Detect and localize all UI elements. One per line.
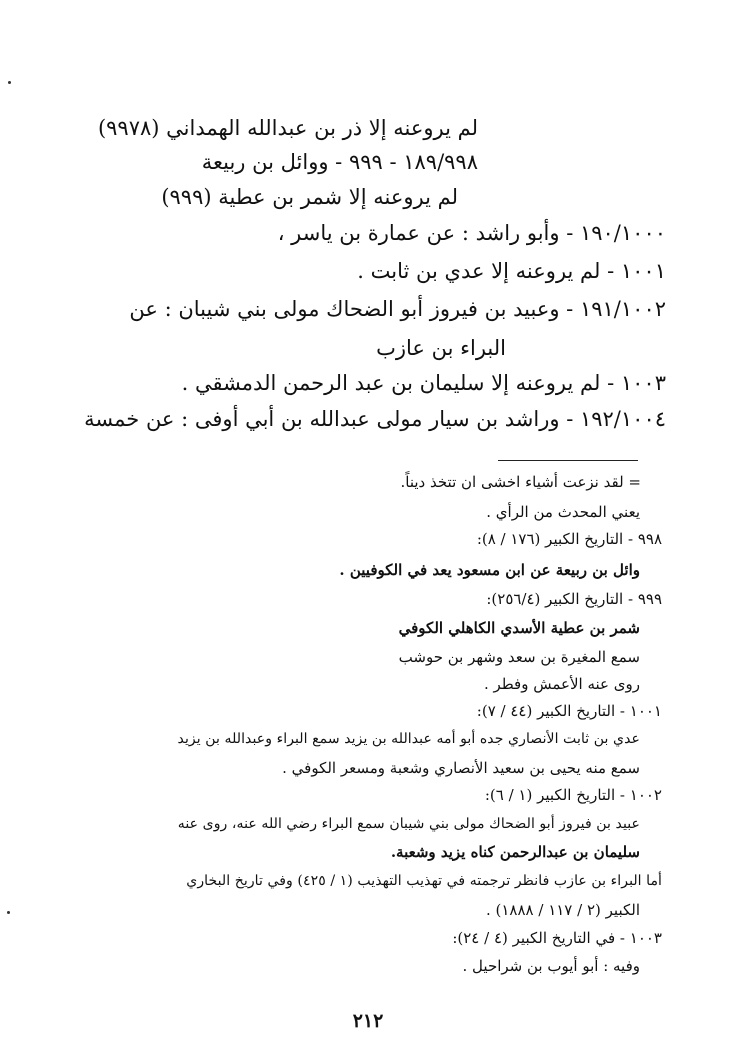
main-line-8: ١٠٠٣ - لم يروعنه إلا سليمان بن عبد الرحمن الدمشقي . <box>181 371 666 395</box>
footnote-line-18: وفيه : أبو أيوب بن شراحيل . <box>462 957 640 975</box>
footnote-line-11: سمع منه يحيى بن سعيد الأنصاري وشعبة ومسعر الكوفي . <box>282 759 640 777</box>
main-line-6: ١٩١/١٠٠٢ - وعبيد بن فيروز أبو الضحاك مولى بني شيبان : عن <box>129 297 666 321</box>
footnote-line-14: سليمان بن عبدالرحمن كناه يزيد وشعبة. <box>390 843 640 861</box>
footnote-line-5: ٩٩٩ - التاريخ الكبير (٢٥٦/٤): <box>486 590 662 608</box>
footnote-line-16: الكبير (٢ / ١١٧ / ١٨٨٨) . <box>485 901 640 919</box>
footnote-line-15: أما البراء بن عازب فانظر ترجمته في تهذيب التهذيب (١ / ٤٢٥) وفي تاريخ البخاري <box>186 873 662 889</box>
footnote-line-12: ١٠٠٢ - التاريخ الكبير (١ / ٦): <box>484 786 662 804</box>
main-line-1: لم يروعنه إلا ذر بن عبدالله الهمداني (٩٩٧٨) <box>97 116 478 140</box>
footnote-line-10: عدي بن ثابت الأنصاري جده أبو أمه عبدالله بن يزيد سمع البراء وعبدالله بن يزيد <box>177 731 640 747</box>
main-line-5: ١٠٠١ - لم يروعنه إلا عدي بن ثابت . <box>357 259 666 283</box>
footnote-line-3: ٩٩٨ - التاريخ الكبير (١٧٦ / ٨): <box>476 530 662 548</box>
main-line-7: البراء بن عازب <box>376 336 506 360</box>
footnote-line-4: وائل بن ربيعة عن ابن مسعود يعد في الكوفيين . <box>339 561 640 579</box>
footnote-line-7: سمع المغيرة بن سعد وشهر بن حوشب <box>398 648 640 666</box>
footnote-line-17: ١٠٠٣ - في التاريخ الكبير (٤ / ٢٤): <box>452 929 662 947</box>
footnote-line-8: روى عنه الأعمش وفطر . <box>483 675 640 693</box>
footnote-line-9: ١٠٠١ - التاريخ الكبير (٤٤ / ٧): <box>476 702 662 720</box>
footnote-line-6: شمر بن عطية الأسدي الكاهلي الكوفي <box>398 619 640 637</box>
footnote-line-1: = لقد نزعت أشياء اخشى ان تتخذ ديناً. <box>400 473 641 491</box>
footnote-line-2: يعني المحدث من الرأي . <box>486 503 640 521</box>
main-line-9: ١٩٢/١٠٠٤ - وراشد بن سيار مولى عبدالله بن أبي أوفى : عن خمسة <box>84 407 666 431</box>
page-number: ٢١٢ <box>352 1010 384 1032</box>
scan-speck-left <box>7 911 10 914</box>
footnote-line-13: عبيد بن فيروز أبو الضحاك مولى بني شيبان سمع البراء رضي الله عنه، روى عنه <box>177 816 640 832</box>
main-line-4: ١٩٠/١٠٠٠ - وأبو راشد : عن عمارة بن ياسر ، <box>277 221 666 245</box>
scan-speck-top-left <box>8 81 11 84</box>
main-line-2: ١٨٩/٩٩٨ - ٩٩٩ - ووائل بن ربيعة <box>201 150 478 174</box>
footnote-separator <box>498 460 638 461</box>
main-line-3: لم يروعنه إلا شمر بن عطية (٩٩٩) <box>161 185 458 209</box>
